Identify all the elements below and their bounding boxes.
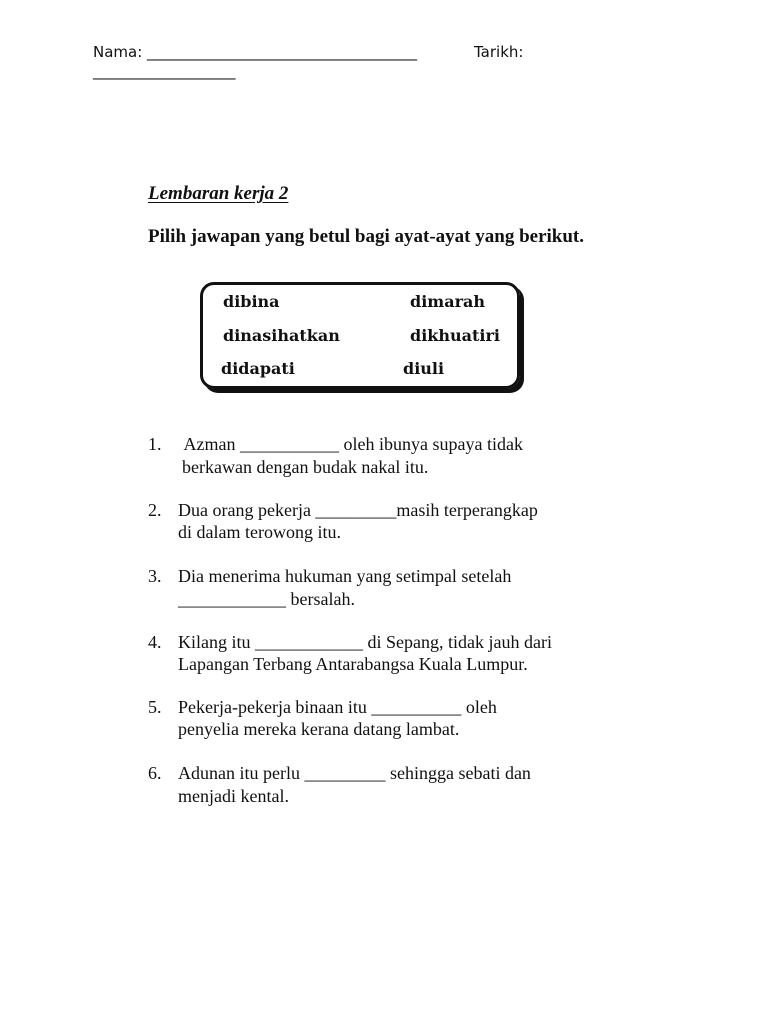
question-text-line-2: ____________ bersalah. [178, 589, 355, 609]
word-bank-item: didapati [221, 359, 295, 378]
date-field-label: Tarikh: [474, 43, 524, 61]
question-text-line-1: Adunan itu perlu _________ sehingga sebati dan [178, 763, 531, 783]
question-text-line-1: Dua orang pekerja _________masih terperangkap [178, 500, 538, 520]
name-field-line: Nama: ____________________________________ [93, 43, 418, 61]
word-bank-item: dibina [223, 292, 280, 311]
question-text-line-2: penyelia mereka kerana datang lambat. [178, 719, 460, 739]
question-text-line-1: Dia menerima hukuman yang setimpal setelah [178, 566, 512, 586]
worksheet-title: Lembaran kerja 2 [148, 183, 289, 204]
question-text-line-2: menjadi kental. [178, 786, 289, 806]
question-number: 5. [148, 697, 162, 717]
question-text-line-1: Kilang itu ____________ di Sepang, tidak jauh dari [178, 632, 552, 652]
word-bank-box [200, 282, 520, 389]
question-number: 6. [148, 763, 162, 783]
word-bank-item: dimarah [410, 292, 485, 311]
question-text-line-1: Azman ___________ oleh ibunya supaya tidak [180, 434, 523, 454]
question-number: 1. [148, 434, 162, 454]
date-field-blank: ___________________ [93, 62, 236, 80]
worksheet-instruction: Pilih jawapan yang betul bagi ayat-ayat yang berikut. [148, 226, 584, 247]
word-bank-item: dikhuatiri [410, 326, 500, 345]
question-text-line-1: Pekerja-pekerja binaan itu __________ oleh [178, 697, 497, 717]
question-text-line-2: di dalam terowong itu. [178, 522, 341, 542]
question-number: 2. [148, 500, 162, 520]
word-bank-item: dinasihatkan [223, 326, 340, 345]
question-text-line-2: Lapangan Terbang Antarabangsa Kuala Lumpur. [178, 654, 528, 674]
question-number: 4. [148, 632, 162, 652]
question-number: 3. [148, 566, 162, 586]
question-text-line-2: berkawan dengan budak nakal itu. [182, 457, 429, 477]
word-bank-item: diuli [403, 359, 445, 378]
